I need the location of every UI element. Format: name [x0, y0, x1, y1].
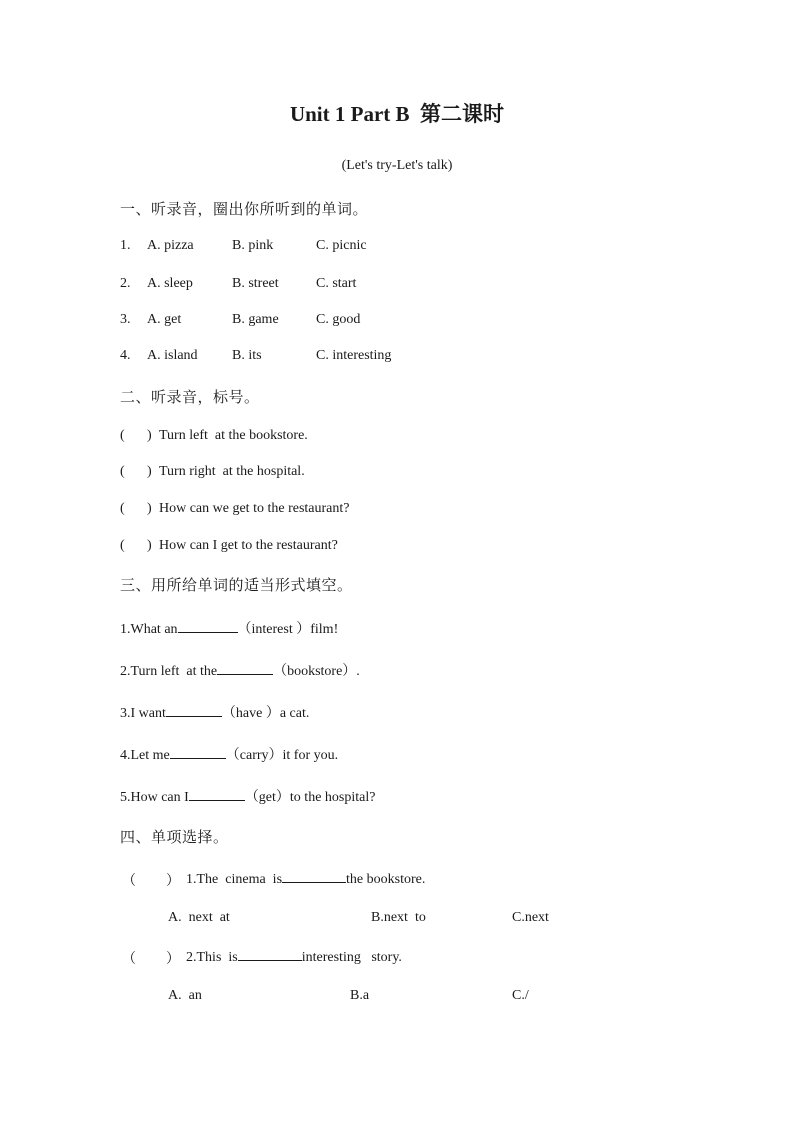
question-suffix: the bookstore.	[346, 872, 426, 887]
item-suffix: （have ）a cat.	[221, 706, 310, 721]
answer-paren-close: )	[147, 464, 152, 479]
sentence-text: How can we get to the restaurant?	[159, 501, 350, 516]
sentence-text: How can I get to the restaurant?	[159, 538, 338, 553]
option-b: B.a	[350, 988, 370, 1003]
item-number: 1.	[120, 238, 131, 253]
option-a: A. sleep	[147, 276, 193, 291]
answer-paren-open: （	[122, 952, 136, 967]
fill-blank-item	[120, 660, 360, 680]
option-a: A. island	[147, 348, 198, 363]
answer-paren-open: (	[120, 538, 125, 553]
item-prefix: 1.What an	[120, 622, 178, 637]
answer-blank[interactable]	[189, 788, 245, 801]
answer-paren-close: )	[147, 538, 152, 553]
option-c: C. start	[316, 276, 357, 291]
section3-heading: 三、用所给单词的适当形式填空。	[120, 576, 353, 594]
option-a: A. pizza	[147, 238, 194, 253]
fill-blank-item	[120, 786, 375, 806]
answer-blank[interactable]	[238, 948, 302, 961]
sentence-text: Turn right at the hospital.	[159, 464, 305, 479]
answer-paren-open: (	[120, 464, 125, 479]
option-b: B. pink	[232, 238, 274, 253]
item-number: 3.	[120, 312, 131, 327]
question-text	[186, 870, 425, 888]
option-a: A. an	[168, 988, 202, 1003]
answer-paren-open: (	[120, 428, 125, 443]
item-suffix: （interest ）film!	[237, 622, 339, 637]
option-c: C.next	[512, 910, 549, 925]
answer-paren-open: (	[120, 501, 125, 516]
answer-paren-close: ）	[166, 874, 180, 889]
fill-blank-item	[120, 618, 338, 638]
item-prefix: 2.Turn left at the	[120, 664, 218, 679]
fill-blank-item	[120, 702, 309, 722]
item-suffix: （get）to the hospital?	[244, 790, 376, 805]
item-prefix: 5.How can I	[120, 790, 189, 805]
question-prefix: 1.The cinema is	[186, 872, 283, 887]
option-a: A. get	[147, 312, 182, 327]
page-title: Unit 1 Part B 第二课时	[289, 102, 505, 126]
option-c: C./	[512, 988, 529, 1003]
question-prefix: 2.This is	[186, 950, 238, 965]
item-prefix: 4.Let me	[120, 748, 170, 763]
option-c: C. picnic	[316, 238, 367, 253]
answer-paren-open: （	[122, 874, 136, 889]
sentence-text: Turn left at the bookstore.	[159, 428, 308, 443]
option-b: B. game	[232, 312, 279, 327]
option-a: A. next at	[168, 910, 230, 925]
question-text	[186, 948, 402, 966]
page-subtitle: (Let's try-Let's talk)	[341, 158, 453, 173]
answer-blank[interactable]	[282, 870, 346, 883]
option-c: C. good	[316, 312, 361, 327]
answer-paren-close: )	[147, 428, 152, 443]
item-prefix: 3.I want	[120, 706, 166, 721]
option-b: B. its	[232, 348, 262, 363]
question-suffix: interesting story.	[301, 950, 402, 965]
answer-blank[interactable]	[170, 746, 226, 759]
item-number: 4.	[120, 348, 131, 363]
section1-heading: 一、听录音，圈出你所听到的单词。	[120, 200, 369, 218]
answer-paren-close: )	[147, 501, 152, 516]
section2-heading: 二、听录音，标号。	[120, 388, 260, 406]
fill-blank-item	[120, 744, 338, 764]
item-suffix: （carry）it for you.	[225, 748, 339, 763]
option-c: C. interesting	[316, 348, 392, 363]
answer-blank[interactable]	[166, 704, 222, 717]
answer-blank[interactable]	[217, 662, 273, 675]
answer-paren-close: ）	[166, 952, 180, 967]
section4-heading: 四、单项选择。	[120, 828, 229, 846]
item-number: 2.	[120, 276, 131, 291]
item-suffix: （bookstore）.	[273, 664, 360, 679]
option-b: B. street	[232, 276, 279, 291]
option-b: B.next to	[371, 910, 426, 925]
answer-blank[interactable]	[178, 620, 238, 633]
